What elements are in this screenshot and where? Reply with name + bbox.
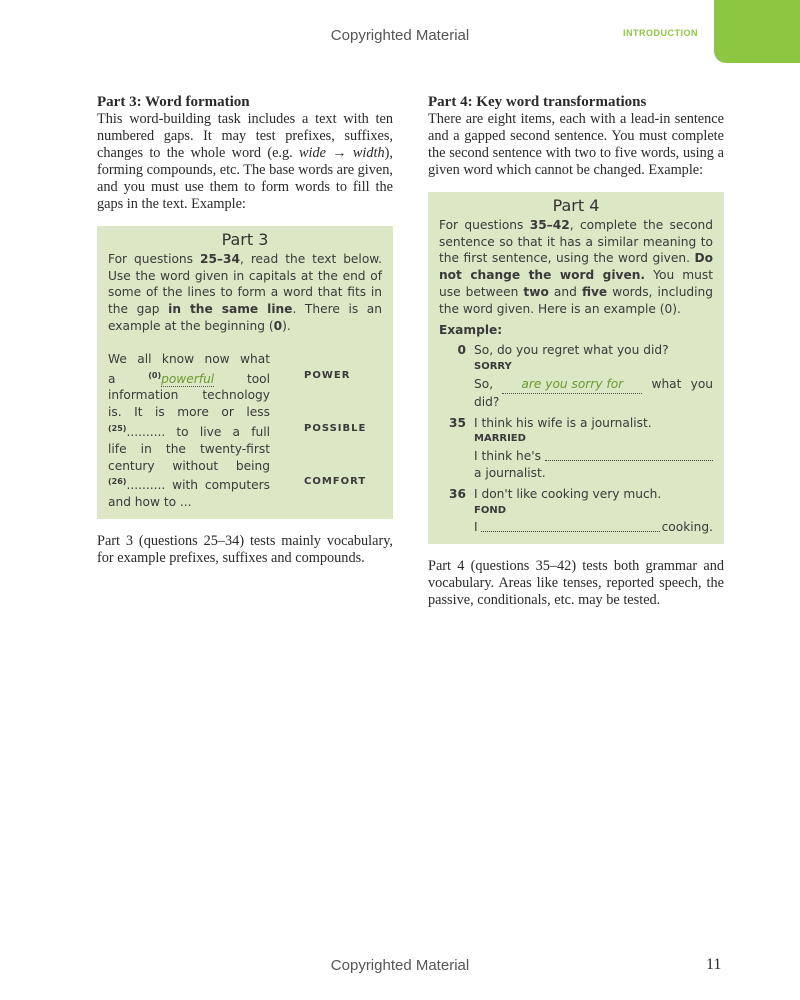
part4-intro: There are eight items, each with a lead-in sentence and a gapped second sentence. You must complete the second sentence with two to five words, using a given word which cannot be changed. Example: <box>428 111 724 178</box>
section-label: INTRODUCTION <box>623 28 698 38</box>
question-item: 35 I think his wife is a journalist. MARRIED I think he's a journalist. <box>439 415 713 482</box>
answer-gap <box>545 448 713 461</box>
part4-column <box>428 94 724 609</box>
section-tab <box>714 0 800 63</box>
part3-column <box>97 94 393 567</box>
part3-text: We all know now what a $^{(0)}$powerful tool POWER information technology is. It is more or less $^{(25)}$.......... to live a full POSSIBLE life in the twenty-first century without being $^{(26)}$.......... with computers COMFORT and how to ... <box>108 351 367 510</box>
copyright-footer: Copyrighted Material <box>330 957 470 974</box>
part4-heading: Part 4: Key word transformations <box>428 94 647 110</box>
question-item: 36 I don't like cooking very much. FOND I cooking. <box>449 486 713 535</box>
part3-intro: This word-building task includes a text with ten numbered gaps. It may test prefixes, suffixes, changes to the whole word (e.g. wide → width), forming compounds, etc. The base words are given, and you must use them to form words to fill the gaps in the text. Example: <box>97 111 393 212</box>
part3-box <box>97 226 393 519</box>
example-answer: powerful <box>161 371 215 386</box>
part3-heading: Part 3: Word formation <box>97 94 250 110</box>
part4-note: Part 4 (questions 35–42) tests both grammar and vocabulary. Areas like tenses, reported speech, the passive, conditionals, etc. may be tested. <box>428 558 724 609</box>
part4-box <box>428 192 724 544</box>
part4-box-title: Part 4 <box>552 196 600 215</box>
answer-gap <box>481 519 660 532</box>
part4-instructions: For questions 35–42, complete the second sentence so that it has a similar meaning to the first sentence, using the word given. Do not change the word given. You must use between two and five words, including the word given. Here is an example (0). <box>439 217 714 316</box>
part3-box-title: Part 3 <box>221 230 269 249</box>
question-item: 0 So, do you regret what you did? SORRY So, are you sorry for what you did? <box>457 343 714 409</box>
part3-instructions: For questions 25–34, read the text below. Use the word given in capitals at the end of some of the lines to form a word that fits in the gap in the same line. There is an example at the beginning (0). <box>108 251 382 333</box>
part3-note: Part 3 (questions 25–34) tests mainly vocabulary, for example prefixes, suffixes and compounds. <box>97 533 393 567</box>
copyright-header: Copyrighted Material <box>330 27 470 44</box>
example-label: Example: <box>439 322 503 337</box>
page-number: 11 <box>706 956 722 973</box>
